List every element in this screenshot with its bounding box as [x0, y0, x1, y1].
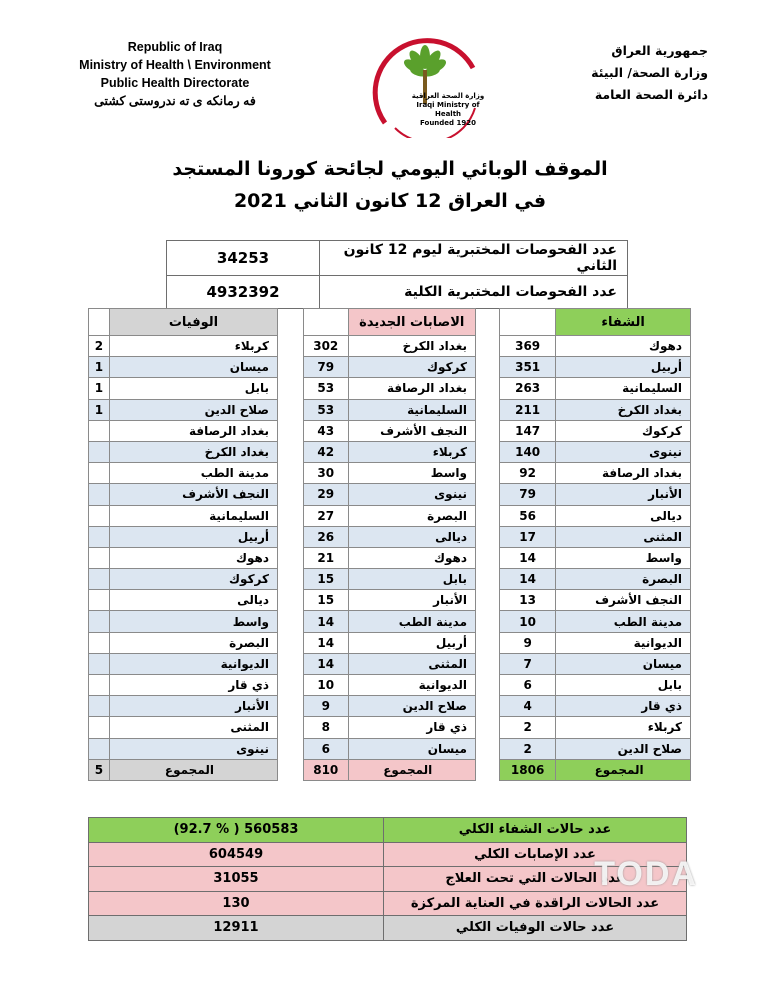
table-row	[304, 441, 476, 462]
row-governorate: ديالى	[556, 505, 691, 526]
total-label: المجموع	[348, 759, 475, 780]
row-value: 1	[89, 399, 110, 420]
table-row	[500, 696, 691, 717]
row-governorate: صلاح الدين	[348, 696, 475, 717]
logo-founded: Founded 1920	[420, 119, 476, 127]
row-value: 26	[304, 526, 349, 547]
total-value: 1806	[500, 759, 556, 780]
table-row	[89, 675, 278, 696]
row-governorate: ذي قار	[109, 675, 277, 696]
row-value: 369	[500, 336, 556, 357]
row-value: 6	[304, 738, 349, 759]
row-governorate: النجف الأشرف	[109, 484, 277, 505]
row-value	[89, 463, 110, 484]
summary-value: 12911	[89, 916, 384, 941]
row-governorate: البصرة	[556, 569, 691, 590]
header-en-line: فه رمانكه ى ته ندروستى كشتى	[94, 94, 256, 108]
row-value: 42	[304, 441, 349, 462]
table-row	[304, 717, 476, 738]
summary-value: 31055	[89, 867, 384, 892]
table-row	[500, 420, 691, 441]
row-value: 147	[500, 420, 556, 441]
row-governorate: ذي قار	[348, 717, 475, 738]
row-value	[89, 653, 110, 674]
summary-label: عدد حالات الشفاء الكلي	[384, 818, 687, 843]
table-row	[500, 378, 691, 399]
row-governorate: نينوى	[556, 441, 691, 462]
row-value	[89, 420, 110, 441]
table-row	[89, 378, 278, 399]
row-value	[89, 590, 110, 611]
ministry-logo	[355, 28, 495, 138]
row-governorate: دهوك	[556, 336, 691, 357]
watermark: TODA	[594, 855, 698, 893]
summary-value: (92.7 % ) 560583	[89, 818, 384, 843]
row-governorate: كربلاء	[556, 717, 691, 738]
tests-total-value: 4932392	[167, 276, 320, 309]
row-value: 6	[500, 675, 556, 696]
tests-table	[166, 240, 628, 309]
row-governorate: كربلاء	[109, 336, 277, 357]
table-row	[304, 547, 476, 568]
row-value: 14	[304, 611, 349, 632]
summary-row	[89, 916, 687, 941]
logo-en: Iraqi Ministry of Health	[416, 101, 480, 118]
row-value: 4	[500, 696, 556, 717]
column-header-spacer	[89, 309, 110, 336]
row-governorate: دهوك	[109, 547, 277, 568]
table-row	[89, 547, 278, 568]
header-en-line: Ministry of Health \ Environment	[79, 58, 271, 72]
table-row	[500, 357, 691, 378]
table-row	[500, 675, 691, 696]
table-row	[89, 463, 278, 484]
total-row	[89, 759, 278, 780]
table-row	[304, 569, 476, 590]
summary-value: 130	[89, 891, 384, 916]
row-governorate: الديوانية	[348, 675, 475, 696]
table-row	[500, 611, 691, 632]
table-row	[500, 653, 691, 674]
row-governorate: بغداد الكرخ	[109, 441, 277, 462]
column-header: الاصابات الجديدة	[348, 309, 475, 336]
table-row	[500, 484, 691, 505]
total-row	[304, 759, 476, 780]
row-governorate: البصرة	[109, 632, 277, 653]
row-governorate: السليمانية	[348, 399, 475, 420]
row-value: 2	[500, 738, 556, 759]
row-value: 10	[304, 675, 349, 696]
row-governorate: المثنى	[348, 653, 475, 674]
row-governorate: نينوى	[109, 738, 277, 759]
column-header-row	[304, 309, 476, 336]
table-row	[500, 632, 691, 653]
header-arabic	[508, 40, 708, 106]
table-row	[89, 611, 278, 632]
table-row	[304, 590, 476, 611]
row-governorate: السليمانية	[556, 378, 691, 399]
header-ar-line: وزارة الصحة/ البيئة	[591, 65, 708, 80]
row-value: 30	[304, 463, 349, 484]
row-value: 7	[500, 653, 556, 674]
row-governorate: المثنى	[556, 526, 691, 547]
table-row	[304, 336, 476, 357]
row-governorate: بغداد الكرخ	[348, 336, 475, 357]
row-value: 263	[500, 378, 556, 399]
table-row	[89, 357, 278, 378]
row-value	[89, 675, 110, 696]
row-value	[89, 484, 110, 505]
table-row	[304, 399, 476, 420]
header-en-line: Public Health Directorate	[100, 76, 250, 90]
row-value: 1	[89, 378, 110, 399]
row-governorate: النجف الأشرف	[556, 590, 691, 611]
row-value: 43	[304, 420, 349, 441]
summary-label: عدد الحالات التي تحت العلاج	[384, 867, 687, 892]
table-row	[500, 547, 691, 568]
column-header-spacer	[500, 309, 556, 336]
row-value: 14	[304, 632, 349, 653]
row-governorate: كركوك	[556, 420, 691, 441]
row-governorate: كركوك	[109, 569, 277, 590]
table-row	[89, 399, 278, 420]
table-row	[304, 526, 476, 547]
tests-daily-value: 34253	[167, 241, 320, 276]
header-english	[50, 38, 300, 110]
row-value	[89, 547, 110, 568]
table-row	[89, 632, 278, 653]
total-value: 810	[304, 759, 349, 780]
row-governorate: بغداد الرصافة	[348, 378, 475, 399]
total-value: 5	[89, 759, 110, 780]
row-value: 8	[304, 717, 349, 738]
total-row	[500, 759, 691, 780]
row-governorate: نينوى	[348, 484, 475, 505]
logo-ar: وزارة الصحة العراقية	[411, 92, 485, 100]
table-row	[304, 653, 476, 674]
row-value: 14	[500, 569, 556, 590]
summary-row	[89, 891, 687, 916]
row-governorate: ذي قار	[556, 696, 691, 717]
row-governorate: بغداد الكرخ	[556, 399, 691, 420]
summary-label: عدد الإصابات الكلي	[384, 842, 687, 867]
row-value: 27	[304, 505, 349, 526]
row-governorate: واسط	[556, 547, 691, 568]
row-value: 2	[89, 336, 110, 357]
table-row	[500, 526, 691, 547]
table-row	[500, 590, 691, 611]
tests-row	[167, 276, 628, 309]
row-value	[89, 505, 110, 526]
summary-label: عدد حالات الوفيات الكلي	[384, 916, 687, 941]
row-value: 14	[500, 547, 556, 568]
row-governorate: النجف الأشرف	[348, 420, 475, 441]
row-governorate: واسط	[109, 611, 277, 632]
row-value: 9	[500, 632, 556, 653]
page-subtitle: في العراق 12 كانون الثاني 2021	[233, 190, 547, 212]
row-governorate: مدينة الطب	[109, 463, 277, 484]
row-value	[89, 738, 110, 759]
row-governorate: ميسان	[348, 738, 475, 759]
row-governorate: ميسان	[556, 653, 691, 674]
total-label: المجموع	[556, 759, 691, 780]
row-value: 1	[89, 357, 110, 378]
table-row	[304, 420, 476, 441]
table-row	[304, 484, 476, 505]
table-row	[89, 590, 278, 611]
row-value: 9	[304, 696, 349, 717]
row-governorate: السليمانية	[109, 505, 277, 526]
row-value: 15	[304, 569, 349, 590]
row-governorate: دهوك	[348, 547, 475, 568]
row-governorate: بابل	[556, 675, 691, 696]
row-value: 10	[500, 611, 556, 632]
table-row	[89, 653, 278, 674]
table-row	[89, 441, 278, 462]
logo-caption	[403, 92, 493, 128]
row-governorate: المثنى	[109, 717, 277, 738]
column-header-row	[89, 309, 278, 336]
new-cases-table	[303, 308, 476, 781]
total-label: المجموع	[109, 759, 277, 780]
table-row	[304, 357, 476, 378]
column-header-spacer	[304, 309, 349, 336]
row-value	[89, 526, 110, 547]
table-row	[89, 484, 278, 505]
summary-label: عدد الحالات الراقدة في العناية المركزة	[384, 891, 687, 916]
table-row	[304, 378, 476, 399]
tests-total-label: عدد الفحوصات المختبرية الكلية	[320, 276, 628, 309]
row-governorate: بابل	[348, 569, 475, 590]
page-title: الموقف الوبائي اليومي لجائحة كورونا المستجد	[172, 158, 608, 180]
row-value: 92	[500, 463, 556, 484]
row-governorate: بابل	[109, 378, 277, 399]
row-governorate: بغداد الرصافة	[556, 463, 691, 484]
row-value	[89, 717, 110, 738]
row-value: 351	[500, 357, 556, 378]
header-ar-line: جمهورية العراق	[611, 43, 708, 58]
row-governorate: الأنبار	[556, 484, 691, 505]
row-governorate: أربيل	[556, 357, 691, 378]
table-row	[500, 463, 691, 484]
row-value: 15	[304, 590, 349, 611]
table-row	[304, 696, 476, 717]
table-row	[304, 738, 476, 759]
row-governorate: مدينة الطب	[348, 611, 475, 632]
row-value	[89, 696, 110, 717]
table-row	[89, 569, 278, 590]
row-value: 211	[500, 399, 556, 420]
tests-daily-label: عدد الفحوصات المختبرية ليوم 12 كانون الثاني	[320, 241, 628, 276]
summary-value: 604549	[89, 842, 384, 867]
table-row	[89, 420, 278, 441]
row-value: 14	[304, 653, 349, 674]
row-value: 79	[500, 484, 556, 505]
row-value: 79	[304, 357, 349, 378]
row-governorate: صلاح الدين	[109, 399, 277, 420]
table-row	[89, 696, 278, 717]
table-row	[304, 632, 476, 653]
table-row	[500, 569, 691, 590]
deaths-table	[88, 308, 278, 781]
row-governorate: مدينة الطب	[556, 611, 691, 632]
table-row	[500, 505, 691, 526]
table-row	[89, 717, 278, 738]
table-row	[500, 738, 691, 759]
row-governorate: الديوانية	[556, 632, 691, 653]
table-row	[500, 336, 691, 357]
table-row	[500, 441, 691, 462]
row-value: 56	[500, 505, 556, 526]
table-row	[89, 336, 278, 357]
table-row	[304, 463, 476, 484]
row-governorate: أربيل	[348, 632, 475, 653]
row-value: 53	[304, 378, 349, 399]
row-governorate: كربلاء	[348, 441, 475, 462]
row-value: 53	[304, 399, 349, 420]
table-row	[304, 505, 476, 526]
row-value	[89, 611, 110, 632]
header-ar-line: دائرة الصحة العامة	[594, 87, 708, 102]
row-value: 13	[500, 590, 556, 611]
row-governorate: كركوك	[348, 357, 475, 378]
row-governorate: ميسان	[109, 357, 277, 378]
row-governorate: ديالى	[109, 590, 277, 611]
row-governorate: الديوانية	[109, 653, 277, 674]
row-value	[89, 632, 110, 653]
row-value	[89, 441, 110, 462]
summary-row	[89, 818, 687, 843]
column-header: الوفيات	[109, 309, 277, 336]
row-value: 140	[500, 441, 556, 462]
tests-row	[167, 241, 628, 276]
row-governorate: الأنبار	[348, 590, 475, 611]
column-header-row	[500, 309, 691, 336]
column-header: الشفاء	[556, 309, 691, 336]
row-value: 302	[304, 336, 349, 357]
table-row	[304, 611, 476, 632]
row-governorate: الأنبار	[109, 696, 277, 717]
table-row	[89, 526, 278, 547]
row-governorate: صلاح الدين	[556, 738, 691, 759]
table-row	[89, 505, 278, 526]
row-value: 2	[500, 717, 556, 738]
row-value: 17	[500, 526, 556, 547]
table-row	[500, 717, 691, 738]
row-value: 29	[304, 484, 349, 505]
table-row	[304, 675, 476, 696]
row-governorate: بغداد الرصافة	[109, 420, 277, 441]
row-value	[89, 569, 110, 590]
table-row	[89, 738, 278, 759]
recoveries-table	[499, 308, 691, 781]
row-governorate: البصرة	[348, 505, 475, 526]
row-governorate: واسط	[348, 463, 475, 484]
row-governorate: ديالى	[348, 526, 475, 547]
table-row	[500, 399, 691, 420]
row-value: 21	[304, 547, 349, 568]
row-governorate: أربيل	[109, 526, 277, 547]
header-en-line: Republic of Iraq	[127, 40, 223, 54]
